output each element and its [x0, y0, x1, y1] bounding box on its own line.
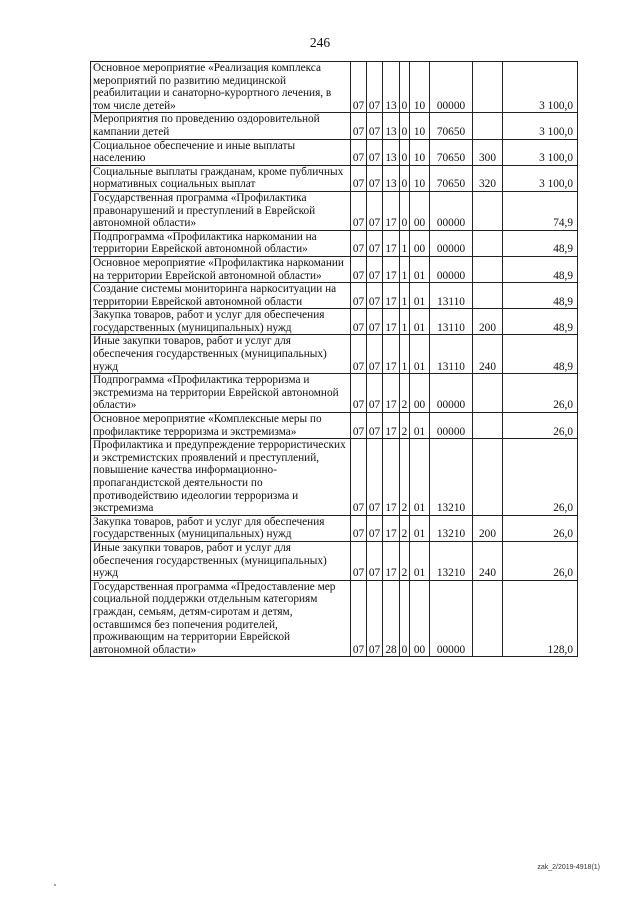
subsection-code: 07 — [367, 139, 383, 165]
section-code: 07 — [351, 165, 367, 191]
expense-type-code — [473, 191, 503, 230]
row-name: Создание системы мониторинга наркоситуации на территории Еврейской автономной области — [91, 283, 351, 309]
table-row — [91, 413, 578, 439]
program-code: 17 — [383, 335, 400, 374]
activity-code: 00 — [410, 374, 430, 413]
row-name: Закупка товаров, работ и услуг для обеспечения государственных (муниципальных) нужд — [91, 515, 351, 541]
expense-type-code: 320 — [473, 165, 503, 191]
subsection-code: 07 — [367, 374, 383, 413]
table-row — [91, 283, 578, 309]
amount: 48,9 — [503, 335, 578, 374]
subsection-code: 07 — [367, 191, 383, 230]
expense-type-code: 240 — [473, 335, 503, 374]
subsection-code: 07 — [367, 541, 383, 580]
amount: 48,9 — [503, 283, 578, 309]
expense-type-code — [473, 580, 503, 657]
program-code: 17 — [383, 515, 400, 541]
section-code: 07 — [351, 139, 367, 165]
row-name: Основное мероприятие «Реализация комплекса мероприятий по развитию медицинской реабилитации и санаторно-курортного лечения, в том числе детей» — [91, 62, 351, 113]
section-code: 07 — [351, 113, 367, 139]
subsection-code: 07 — [367, 62, 383, 113]
direction-code: 70650 — [430, 165, 473, 191]
table-row — [91, 335, 578, 374]
section-code: 07 — [351, 335, 367, 374]
row-name: Подпрограмма «Профилактика терроризма и экстремизма на территории Еврейской автономной области» — [91, 374, 351, 413]
expense-type-code: 200 — [473, 309, 503, 335]
subsection-code: 07 — [367, 230, 383, 256]
subprogram-code: 2 — [400, 413, 410, 439]
activity-code: 01 — [410, 283, 430, 309]
row-name: Социальные выплаты гражданам, кроме публичных нормативных социальных выплат — [91, 165, 351, 191]
subsection-code: 07 — [367, 309, 383, 335]
section-code: 07 — [351, 309, 367, 335]
direction-code: 70650 — [430, 139, 473, 165]
activity-code: 01 — [410, 515, 430, 541]
table-body — [91, 62, 578, 657]
expense-type-code — [473, 256, 503, 282]
subprogram-code: 2 — [400, 374, 410, 413]
direction-code: 13110 — [430, 335, 473, 374]
subsection-code: 07 — [367, 413, 383, 439]
direction-code: 00000 — [430, 413, 473, 439]
direction-code: 00000 — [430, 374, 473, 413]
direction-code: 00000 — [430, 230, 473, 256]
expense-type-code: 200 — [473, 515, 503, 541]
direction-code: 13210 — [430, 515, 473, 541]
table-row — [91, 515, 578, 541]
table-row — [91, 165, 578, 191]
program-code: 17 — [383, 439, 400, 516]
program-code: 17 — [383, 374, 400, 413]
section-code: 07 — [351, 230, 367, 256]
table-row — [91, 230, 578, 256]
activity-code: 01 — [410, 439, 430, 516]
direction-code: 00000 — [430, 580, 473, 657]
amount: 3 100,0 — [503, 62, 578, 113]
activity-code: 10 — [410, 139, 430, 165]
program-code: 17 — [383, 191, 400, 230]
section-code: 07 — [351, 580, 367, 657]
subprogram-code: 0 — [400, 191, 410, 230]
amount: 74,9 — [503, 191, 578, 230]
program-code: 17 — [383, 309, 400, 335]
section-code: 07 — [351, 515, 367, 541]
row-name: Государственная программа «Предоставление мер социальной поддержки отдельным категориям граждан, семьям, детям-сиротам и детям, оставшимся без попечения родителей, проживающим на территории Еврейской автономной области» — [91, 580, 351, 657]
subprogram-code: 0 — [400, 580, 410, 657]
activity-code: 01 — [410, 541, 430, 580]
table-row — [91, 439, 578, 516]
amount: 3 100,0 — [503, 139, 578, 165]
amount: 26,0 — [503, 515, 578, 541]
subsection-code: 07 — [367, 515, 383, 541]
section-code: 07 — [351, 541, 367, 580]
direction-code: 00000 — [430, 191, 473, 230]
table-row — [91, 139, 578, 165]
subprogram-code: 0 — [400, 165, 410, 191]
program-code: 17 — [383, 283, 400, 309]
row-name: Социальное обеспечение и иные выплаты населению — [91, 139, 351, 165]
expense-type-code — [473, 439, 503, 516]
direction-code: 70650 — [430, 113, 473, 139]
section-code: 07 — [351, 62, 367, 113]
expense-type-code: 240 — [473, 541, 503, 580]
row-name: Мероприятия по проведению оздоровительной кампании детей — [91, 113, 351, 139]
budget-table — [90, 61, 578, 657]
program-code: 13 — [383, 139, 400, 165]
activity-code: 01 — [410, 256, 430, 282]
subsection-code: 07 — [367, 439, 383, 516]
activity-code: 10 — [410, 165, 430, 191]
table-row — [91, 191, 578, 230]
row-name: Основное мероприятие «Профилактика наркомании на территории Еврейской автономной области» — [91, 256, 351, 282]
subprogram-code: 1 — [400, 256, 410, 282]
scan-speck — [54, 884, 56, 886]
section-code: 07 — [351, 191, 367, 230]
subsection-code: 07 — [367, 580, 383, 657]
activity-code: 00 — [410, 191, 430, 230]
activity-code: 10 — [410, 62, 430, 113]
section-code: 07 — [351, 374, 367, 413]
amount: 26,0 — [503, 374, 578, 413]
direction-code: 13210 — [430, 439, 473, 516]
table-row — [91, 309, 578, 335]
direction-code: 13110 — [430, 309, 473, 335]
subsection-code: 07 — [367, 283, 383, 309]
amount: 26,0 — [503, 413, 578, 439]
subprogram-code: 1 — [400, 309, 410, 335]
activity-code: 01 — [410, 309, 430, 335]
direction-code: 13110 — [430, 283, 473, 309]
amount: 26,0 — [503, 541, 578, 580]
amount: 3 100,0 — [503, 165, 578, 191]
activity-code: 00 — [410, 230, 430, 256]
direction-code: 00000 — [430, 256, 473, 282]
amount: 26,0 — [503, 439, 578, 516]
subprogram-code: 2 — [400, 439, 410, 516]
expense-type-code — [473, 374, 503, 413]
row-name: Иные закупки товаров, работ и услуг для обеспечения государственных (муниципальных) нужд — [91, 541, 351, 580]
table-row — [91, 541, 578, 580]
subprogram-code: 1 — [400, 283, 410, 309]
row-name: Подпрограмма «Профилактика наркомании на территории Еврейской автономной области» — [91, 230, 351, 256]
subprogram-code: 2 — [400, 515, 410, 541]
amount: 48,9 — [503, 230, 578, 256]
program-code: 13 — [383, 62, 400, 113]
expense-type-code — [473, 413, 503, 439]
activity-code: 10 — [410, 113, 430, 139]
table-row — [91, 580, 578, 657]
document-code: zak_2/2019-4918(1) — [537, 864, 600, 871]
table-row — [91, 62, 578, 113]
subprogram-code: 2 — [400, 541, 410, 580]
subsection-code: 07 — [367, 165, 383, 191]
subsection-code: 07 — [367, 113, 383, 139]
expense-type-code — [473, 230, 503, 256]
direction-code: 13210 — [430, 541, 473, 580]
table-row — [91, 113, 578, 139]
program-code: 17 — [383, 256, 400, 282]
section-code: 07 — [351, 439, 367, 516]
subprogram-code: 0 — [400, 139, 410, 165]
row-name: Иные закупки товаров, работ и услуг для обеспечения государственных (муниципальных) нужд — [91, 335, 351, 374]
subprogram-code: 0 — [400, 62, 410, 113]
row-name: Государственная программа «Профилактика правонарушений и преступлений в Еврейской автономной области» — [91, 191, 351, 230]
row-name: Закупка товаров, работ и услуг для обеспечения государственных (муниципальных) нужд — [91, 309, 351, 335]
direction-code: 00000 — [430, 62, 473, 113]
activity-code: 01 — [410, 413, 430, 439]
subsection-code: 07 — [367, 256, 383, 282]
activity-code: 00 — [410, 580, 430, 657]
program-code: 17 — [383, 541, 400, 580]
program-code: 17 — [383, 413, 400, 439]
activity-code: 01 — [410, 335, 430, 374]
program-code: 13 — [383, 165, 400, 191]
table-row — [91, 256, 578, 282]
section-code: 07 — [351, 283, 367, 309]
page-number: 246 — [309, 35, 331, 50]
section-code: 07 — [351, 256, 367, 282]
table-row — [91, 374, 578, 413]
subprogram-code: 0 — [400, 113, 410, 139]
amount: 48,9 — [503, 309, 578, 335]
section-code: 07 — [351, 413, 367, 439]
program-code: 13 — [383, 113, 400, 139]
program-code: 17 — [383, 230, 400, 256]
expense-type-code — [473, 283, 503, 309]
row-name: Основное мероприятие «Комплексные меры по профилактике терроризма и экстремизма» — [91, 413, 351, 439]
expense-type-code — [473, 62, 503, 113]
subprogram-code: 1 — [400, 335, 410, 374]
amount: 48,9 — [503, 256, 578, 282]
program-code: 28 — [383, 580, 400, 657]
amount: 128,0 — [503, 580, 578, 657]
amount: 3 100,0 — [503, 113, 578, 139]
expense-type-code — [473, 113, 503, 139]
expense-type-code: 300 — [473, 139, 503, 165]
row-name: Профилактика и предупреждение террористических и экстремистских проявлений и преступлений, повышение качества информационно-пропагандистской деятельности по противодействию идеологии терроризма и экстремизма — [91, 439, 351, 516]
subsection-code: 07 — [367, 335, 383, 374]
subprogram-code: 1 — [400, 230, 410, 256]
